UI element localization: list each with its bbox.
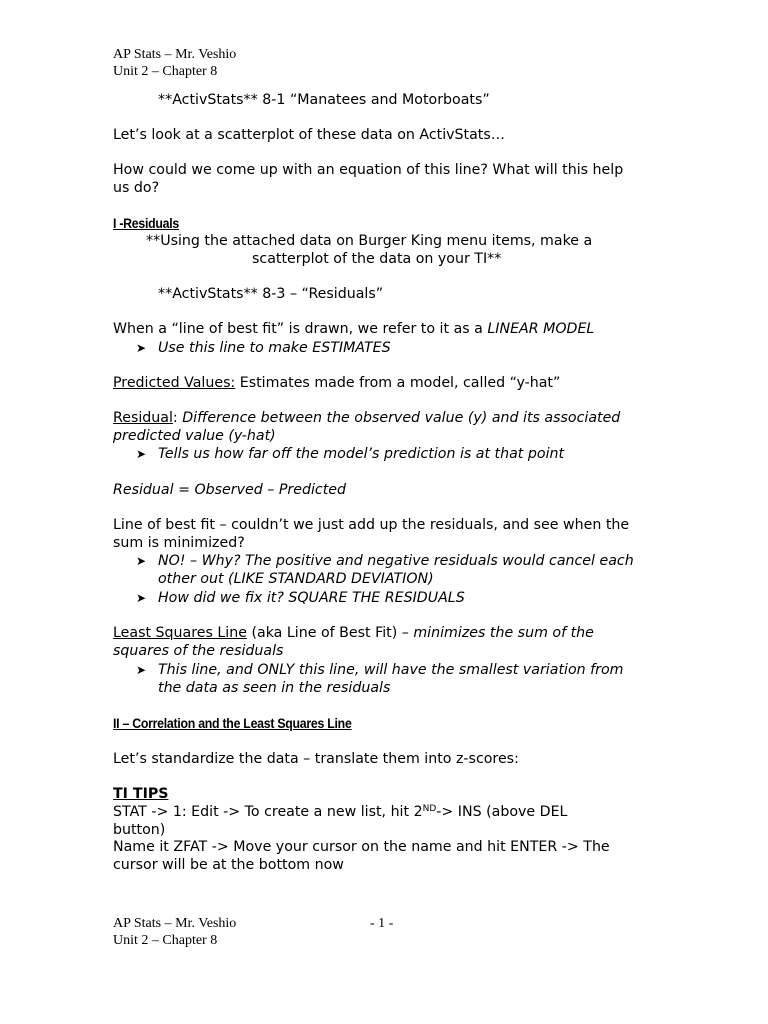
standardize-text: Let’s standardize the data – translate them into z-scores: (113, 751, 519, 767)
sum-bullet-1: ➤ NO! – Why? The positive and negative residuals would cancel each other out (LIKE STANDARD DEVIATION) (136, 553, 634, 587)
activstats-8-1: **ActivStats** 8-1 “Manatees and Motorboats” (158, 92, 490, 108)
footer-course: AP Stats – Mr. Veshio (113, 916, 237, 931)
ti-tips-heading: TI TIPS (113, 786, 169, 802)
predicted-values-term: Predicted Values: (113, 375, 236, 391)
least-squares-bullet: ➤ This line, and ONLY this line, will have the smallest variation from the data as seen in the residuals (136, 662, 624, 696)
instruction-line-1: **Using the attached data on Burger King menu items, make a (146, 233, 593, 249)
residual-definition: Residual: Difference between the observed value (y) and its associated predicted value (y-hat) (113, 410, 621, 444)
ti-tip-line-2: Name it ZFAT -> Move your cursor on the name and hit ENTER -> The cursor will be at the bottom now (113, 839, 610, 873)
linear-model-term: LINEAR MODEL (487, 321, 595, 337)
footer-unit: Unit 2 – Chapter 8 (113, 933, 218, 948)
section-2-heading: II – Correlation and the Least Squares Line (113, 715, 352, 731)
predicted-values-def: Estimates made from a model, called “y-hat” (235, 375, 561, 391)
sum-question: Line of best fit – couldn’t we just add up the residuals, and see when the sum is minimized? (113, 517, 630, 551)
header-unit: Unit 2 – Chapter 8 (113, 64, 218, 79)
arrow-bullet-icon: ➤ (136, 554, 147, 568)
sum-bullet-2: ➤ How did we fix it? SQUARE THE RESIDUALS (136, 590, 465, 606)
intro-text: Let’s look at a scatterplot of these data on ActivStats… (113, 127, 505, 143)
arrow-bullet-icon: ➤ (136, 591, 147, 605)
question-text: How could we come up with an equation of this line? What will this help us do? (113, 162, 624, 196)
residual-term: Residual (113, 410, 173, 426)
page-number: - 1 - (370, 916, 394, 931)
ti-tip-line-1: STAT -> 1: Edit -> To create a new list, hit 2ND-> INS (above DEL button) (113, 804, 568, 838)
page-header (113, 46, 658, 80)
predicted-values-text (113, 374, 658, 392)
activstats-8-3: **ActivStats** 8-3 – “Residuals” (158, 286, 384, 302)
arrow-bullet-icon: ➤ (136, 447, 147, 461)
least-squares-line-def: minimizes the sum of the squares of the residuals (113, 625, 594, 659)
instruction-line-2: scatterplot of the data on your TI** (252, 251, 502, 267)
residual-bullet: ➤ Tells us how far off the model’s prediction is at that point (136, 446, 565, 462)
least-squares-line-text: Least Squares Line (aka Line of Best Fit) – minimizes the sum of the squares of the residuals (113, 625, 594, 659)
header-course: AP Stats – Mr. Veshio (113, 47, 237, 62)
least-squares-line-term: Least Squares Line (113, 625, 247, 641)
linear-model-bullet: ➤ Use this line to make ESTIMATES (136, 340, 391, 356)
linear-model-prefix: When a “line of best fit” is drawn, we refer to it as a (113, 321, 488, 337)
residual-def: Difference between the observed value (y) and its associated predicted value (y-hat) (113, 410, 621, 444)
residual-formula: Residual = Observed – Predicted (113, 482, 346, 498)
arrow-bullet-icon: ➤ (136, 663, 147, 677)
arrow-bullet-icon: ➤ (136, 341, 147, 355)
linear-model-text (113, 320, 658, 338)
section-1-heading: I -Residuals (113, 215, 179, 231)
